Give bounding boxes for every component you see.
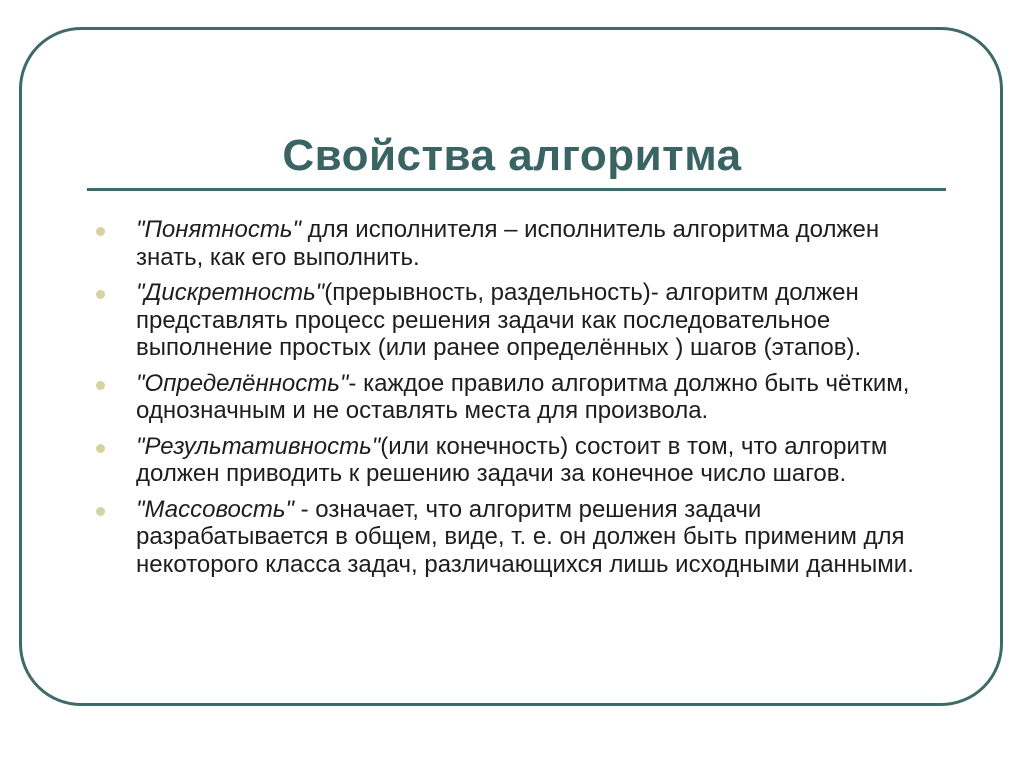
bullet-dot-icon xyxy=(96,381,105,390)
bullet-text: - каждое правило алгоритма должно быть чётким, однозначным и не оставлять места для произвола. xyxy=(136,369,910,424)
bullet-item-discreteness xyxy=(96,279,936,362)
bullet-term: "Результативность" xyxy=(136,432,381,460)
bullet-term: "Дискретность" xyxy=(136,279,325,306)
bullet-dot-icon xyxy=(96,444,105,453)
bullet-item-generality xyxy=(96,496,936,579)
bullet-term: "Понятность" xyxy=(136,216,301,243)
bullet-list xyxy=(96,216,936,586)
slide-title: Свойства алгоритма xyxy=(282,131,742,180)
bullet-text: (или конечность) состоит в том, что алгоритм должен приводить к решению задачи за конечное число шагов. xyxy=(136,432,888,487)
bullet-item-understandability xyxy=(96,216,936,271)
bullet-dot-icon xyxy=(96,290,105,299)
bullet-text: - означает, что алгоритм решения задачи разрабатывается в общем, виде, т. е. он должен быть применим для некоторого класса задач, различающихся лишь исходными данными. xyxy=(136,495,914,578)
bullet-dot-icon xyxy=(96,227,105,236)
bullet-text: для исполнителя – исполнитель алгоритма должен знать, как его выполнить. xyxy=(136,216,880,271)
bullet-dot-icon xyxy=(96,507,105,516)
bullet-term: "Массовость" xyxy=(136,495,294,523)
bullet-item-determinacy xyxy=(96,370,936,425)
bullet-text: (прерывность, раздельность)- алгоритм должен представлять процесс решения задачи как последовательное выполнение простых (или ранее определённых ) шагов (этапов). xyxy=(136,279,862,361)
title-underline xyxy=(87,188,946,191)
bullet-item-effectiveness xyxy=(96,433,936,488)
bullet-term: "Определённость" xyxy=(136,369,349,397)
